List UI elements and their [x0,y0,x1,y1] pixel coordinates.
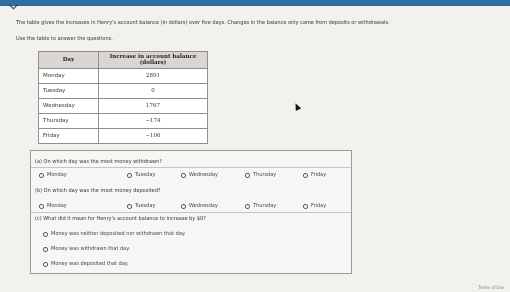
mouse-cursor-icon [293,102,301,111]
radio-icon[interactable] [181,173,186,178]
radio-icon[interactable] [39,204,44,209]
instruction-text: Use the table to answer the questions. [16,36,113,42]
radio-icon[interactable] [303,204,308,209]
value-cell: −174 [99,114,208,129]
question-a-label: (a) On which day was the most money withdrawn? [35,159,162,165]
value-cell: 1767 [99,99,208,114]
radio-icon[interactable] [127,173,132,178]
question-c-label: (c) What did it mean for Henry's account balance to increase by $0? [35,216,206,222]
top-bar [0,0,510,6]
divider [31,212,351,213]
value-cell: 0 [99,84,208,99]
option-b-monday[interactable]: Monday [39,203,67,209]
radio-icon[interactable] [181,204,186,209]
value-cell: 2891 [99,69,208,84]
radio-icon[interactable] [43,232,48,237]
radio-icon[interactable] [43,262,48,267]
value-cell: −106 [99,129,208,144]
table-row [39,69,208,84]
option-a-wednesday[interactable]: Wednesday [181,172,218,178]
option-c-withdrawn[interactable]: Money was withdrawn that day. [43,246,130,252]
day-cell: Friday [39,129,99,144]
chevron-down-icon[interactable] [9,0,19,9]
option-b-wednesday[interactable]: Wednesday [181,203,218,209]
problem-statement: The table gives the increases in Henry's account balance (in dollars) over five days. Changes in the balance only came from deposits or withdrawals. [16,20,390,26]
option-a-monday[interactable]: Monday [39,172,67,178]
questions-panel [30,150,352,274]
table-row [39,129,208,144]
radio-icon[interactable] [127,204,132,209]
option-b-friday[interactable]: Friday [303,203,326,209]
balance-table [38,51,208,144]
table-header-increase: Increase in account balance (dollars) [99,52,208,69]
radio-icon[interactable] [43,247,48,252]
radio-icon[interactable] [245,204,250,209]
day-cell: Thursday [39,114,99,129]
radio-icon[interactable] [245,173,250,178]
divider [31,167,351,168]
radio-icon[interactable] [303,173,308,178]
day-cell: Tuesday [39,84,99,99]
question-b-label: (b) On which day was the most money deposited? [35,188,161,194]
option-c-neither[interactable]: Money was neither deposited nor withdrawn that day. [43,231,186,237]
option-c-deposited[interactable]: Money was deposited that day. [43,261,129,267]
table-row [39,99,208,114]
option-a-thursday[interactable]: Thursday [245,172,276,178]
radio-icon[interactable] [39,173,44,178]
table-header-day: Day [39,52,99,69]
option-a-friday[interactable]: Friday [303,172,326,178]
option-b-tuesday[interactable]: Tuesday [127,203,155,209]
day-cell: Wednesday [39,99,99,114]
option-a-tuesday[interactable]: Tuesday [127,172,155,178]
option-b-thursday[interactable]: Thursday [245,203,276,209]
table-row [39,84,208,99]
table-row [39,114,208,129]
terms-of-use-link[interactable]: Terms of Use [478,285,504,290]
day-cell: Monday [39,69,99,84]
